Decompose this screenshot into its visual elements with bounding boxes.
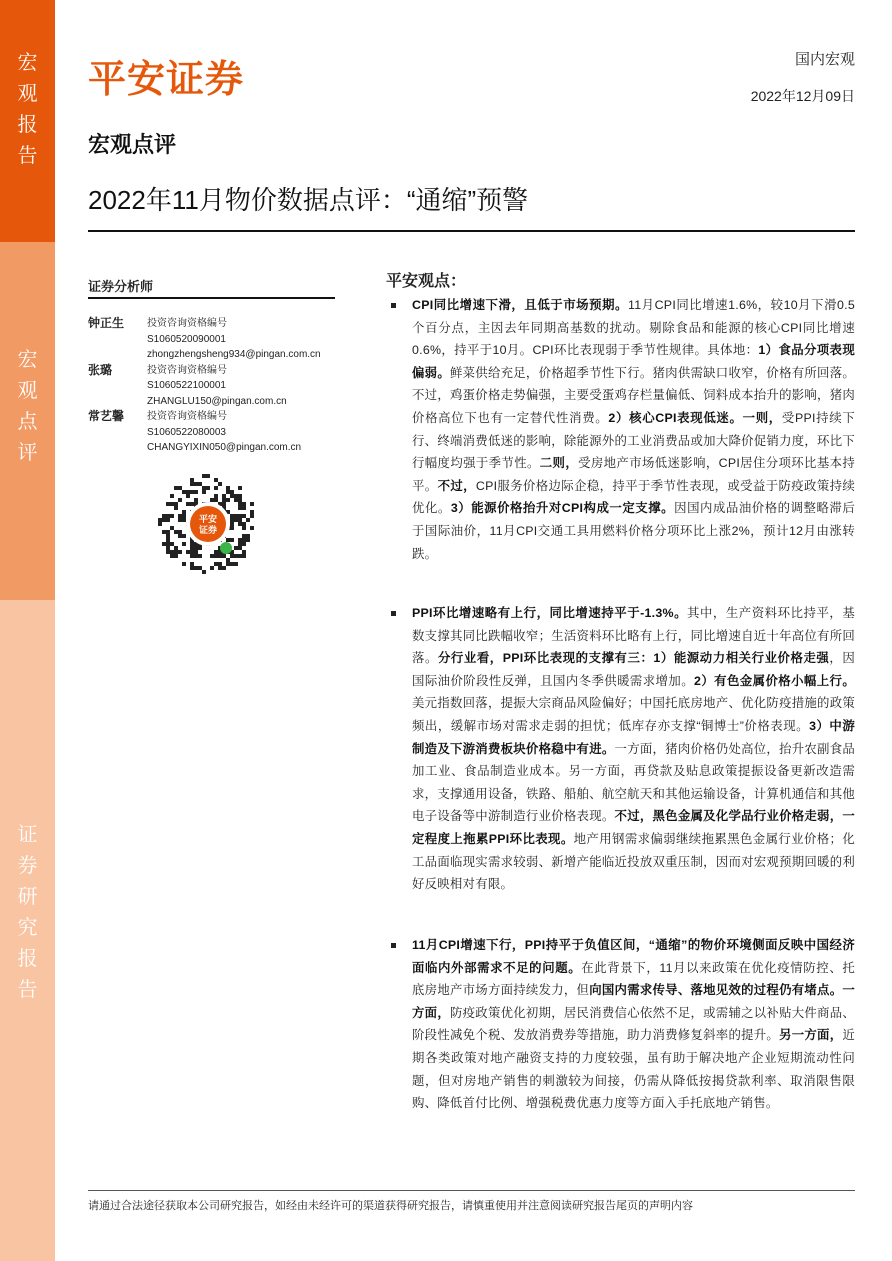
body-text: 近期各类政策对地产融资支持的力度较强，虽有助于解决地产企业短期流动性问题，但对房地产销售的刺激较为间接，仍需从降低按揭贷款利率、取消限售限购、降低首付比例、增强税费优惠力度等方面入手托底地产销售。 <box>412 1028 856 1111</box>
sidebar-char: 告 <box>17 145 38 167</box>
sidebar-comment-type <box>0 242 55 600</box>
analyst-name: 常艺馨 <box>88 409 125 423</box>
analyst-name: 钟正生 <box>88 316 125 330</box>
body-text: 受房地产市场低迷影响，CPI居住分项环比基本持平。 <box>412 456 856 493</box>
bold-text: 另一方面， <box>779 1028 843 1043</box>
sidebar-char: 证 <box>17 824 38 846</box>
analyst-email[interactable]: ZHANGLU150@pingan.com.cn <box>147 395 287 407</box>
sidebar-report-type <box>0 0 55 242</box>
title-divider <box>88 230 855 232</box>
sidebar-char: 报 <box>17 114 38 136</box>
bullet-icon <box>391 303 396 308</box>
bold-text: CPI同比增速下滑，且低于市场预期。 <box>412 298 628 312</box>
bold-text: 不过，黑色金属及化学品行业价格走弱，一定程度上拖累PPI环比表现。 <box>412 809 856 846</box>
sidebar-char: 宏 <box>17 52 38 74</box>
body-text: 受PPI持续下行、终端消费低迷的影响，除能源外的工业消费品或加大降价促销力度，环比下行幅度均强于季节性。 <box>412 410 855 471</box>
bullet-icon <box>391 943 396 948</box>
report-category: 国内宏观 <box>794 51 855 68</box>
analyst-cert-id: S1060522080003 <box>147 426 226 438</box>
bold-text: 2）有色金属价格小幅上行。 <box>694 673 855 688</box>
body-text: 防疫政策优化初期，居民消费信心依然不足，或需辅之以补贴大件商品、阶段性减免个税、发放消费券等措施，助力消费修复斜率的提升。 <box>412 1005 856 1043</box>
analyst-cert-label: 投资咨询资格编号 <box>147 318 227 329</box>
bold-text: 3）能源价格抬升对CPI构成一定支撑。 <box>450 501 675 516</box>
view-bullet-paragraph <box>412 602 855 896</box>
brand-logo: 平安证券 <box>88 59 245 101</box>
sidebar-char: 宏 <box>17 349 38 371</box>
footer-divider <box>88 1190 855 1191</box>
view-bullet-paragraph <box>412 934 855 1115</box>
body-text: 鲜菜供给充足，价格超季节性下行。猪肉供需缺口收窄，价格有所回落。不过，鸡蛋价格走势偏强，主要受蛋鸡存栏量偏低、饲料成本抬升的影响，猪肉价格高位下也有一定替代性消费。 <box>412 365 856 425</box>
analyst-cert-id: S1060520090001 <box>147 333 226 345</box>
view-heading: 平安观点： <box>386 273 467 290</box>
sidebar-char: 评 <box>17 442 38 464</box>
sidebar-char: 研 <box>17 886 38 908</box>
analyst-cert-id: S1060522100001 <box>147 380 226 391</box>
bold-text: 分行业看，PPI环比表现的支撑有三：1）能源动力相关行业价格走强 <box>437 651 830 666</box>
body-text: 一方面，猪肉价格仍处高位，抬升农副食品加工业、食品制造业成本。另一方面，再贷款及贴息政策提振设备更新改造需求，支撑通用设备，铁路、船舶、航空航天和其他运输设备，计算机通信和其他电子设备等中游制造行业价格表现。 <box>412 741 856 824</box>
sidebar-research-report <box>0 600 55 1261</box>
sidebar-char: 观 <box>17 83 38 105</box>
sidebar-char: 观 <box>17 380 38 402</box>
sidebar-char: 点 <box>17 411 38 433</box>
bold-text: PPI环比增速略有上行，同比增速持平于-1.3%。 <box>412 606 688 620</box>
qr-code <box>158 474 258 574</box>
report-subtitle: 宏观点评 <box>88 132 177 157</box>
view-bullet-paragraph <box>412 294 855 565</box>
report-date: 2022年12月09日 <box>750 88 855 104</box>
sidebar-char: 究 <box>17 917 38 939</box>
analyst-cert-label: 投资咨询资格编号 <box>147 364 227 376</box>
body-text: ，因国际油价阶段性反弹，且国内冬季供暖需求增加。 <box>412 651 856 688</box>
svg-text:平安: 平安 <box>198 514 218 524</box>
body-text: 其中，生产资料环比持平，基数支撑其同比跌幅收窄；生活资料环比略有上行，同比增速自近十年高位有所回落。 <box>412 606 855 666</box>
analyst-email[interactable]: zhongzhengsheng934@pingan.com.cn <box>147 349 321 360</box>
body-text: CPI服务价格边际企稳，持平于季节性表现，或受益于防疫政策持续优化。 <box>412 478 856 516</box>
page-title: 2022年11月物价数据点评：“通缩”预警 <box>88 185 529 215</box>
sidebar-char: 告 <box>17 979 38 1001</box>
sidebar-char: 券 <box>17 855 38 877</box>
bullet-icon <box>391 611 396 616</box>
bold-text: 二则， <box>539 456 579 471</box>
bold-text: 1）食品分项表现偏弱。 <box>412 343 855 380</box>
sidebar-char: 报 <box>17 948 38 970</box>
bold-text: 2）核心CPI表现低迷。一则， <box>608 410 782 425</box>
svg-text:证券: 证券 <box>198 525 218 535</box>
analysts-divider <box>88 297 335 299</box>
body-text: 因国内成品油价格的调整略滞后于国际油价，11月CPI交通工具用燃料价格分项环比上涨2%，预计12月由涨转跌。 <box>412 501 856 561</box>
body-text: 美元指数回落，提振大宗商品风险偏好；中国托底房地产、优化防疫措施的政策频出，缓解市场对需求走弱的担忧；低库存亦支撑“铜博士”价格表现。 <box>412 696 855 733</box>
bold-text: 11月CPI增速下行，PPI持平于负值区间，“通缩”的物价环境侧面反映中国经济面临内外部需求不足的问题。 <box>412 938 855 975</box>
body-text: 11月CPI同比增速1.6%，较10月下滑0.5个百分点，主因去年同期高基数的扰动。剔除食品和能源的核心CPI同比增速0.6%，持平于10月。CPI环比表现弱于季节性规律。具体地： <box>412 298 856 358</box>
bold-text: 3）中游制造及下游消费板块价格稳中有进。 <box>412 718 855 756</box>
analysts-heading: 证券分析师 <box>88 279 154 294</box>
bold-text: 向国内需求传导、落地见效的过程仍有堵点。一方面， <box>412 983 856 1020</box>
analyst-cert-label: 投资咨询资格编号 <box>147 411 227 422</box>
analyst-name: 张璐 <box>88 362 113 377</box>
body-text: 在此背景下，11月以来政策在优化疫情防控、托底房地产市场方面持续发力，但 <box>412 960 855 998</box>
footer-disclaimer: 请通过合法途径获取本公司研究报告，如经由未经许可的渠道获得研究报告，请慎重使用并注意阅读研究报告尾页的声明内容 <box>88 1200 693 1212</box>
analyst-email[interactable]: CHANGYIXIN050@pingan.com.cn <box>147 442 302 453</box>
bold-text: 不过， <box>437 478 476 493</box>
body-text: 地产用钢需求偏弱继续拖累黑色金属行业价格；化工品面临现实需求较弱、新增产能临近投放双重压制，因而对宏观预期回暖的利好反映相对有限。 <box>412 831 855 892</box>
